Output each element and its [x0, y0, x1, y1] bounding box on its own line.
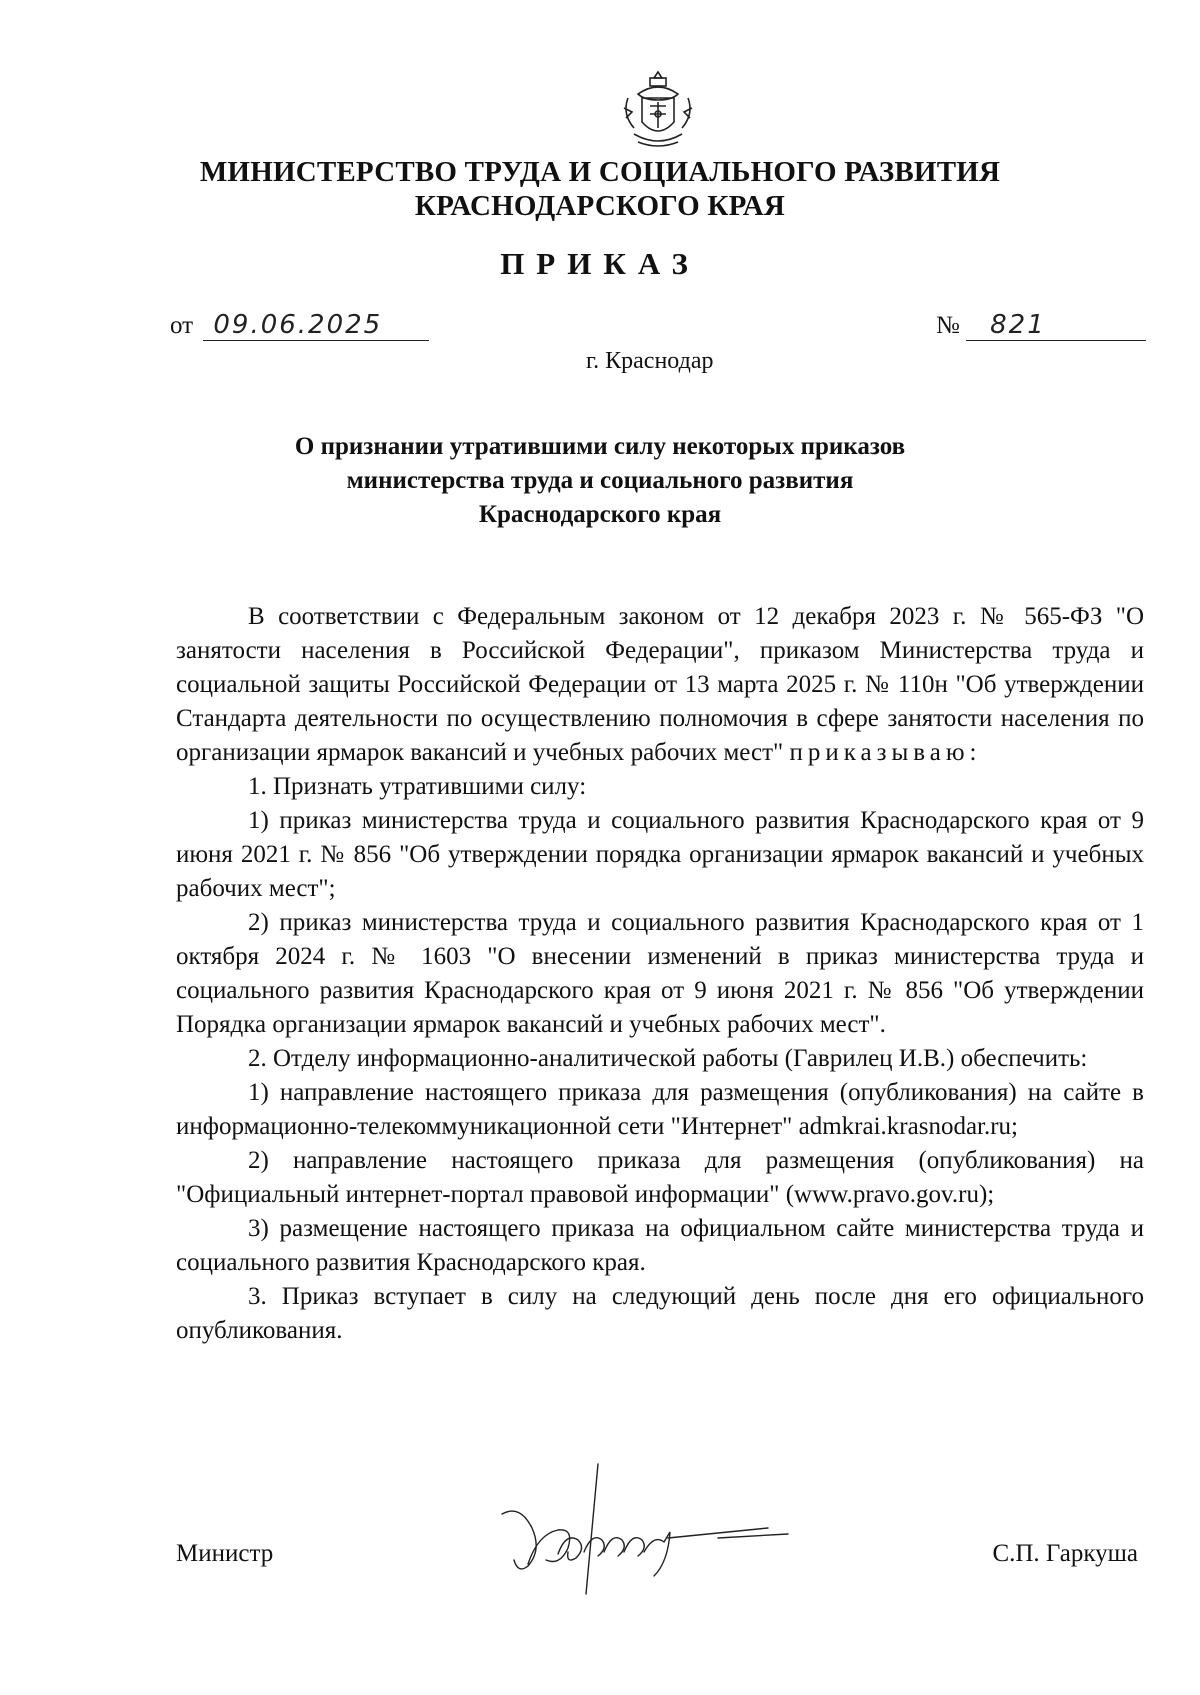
coat-of-arms-emblem — [616, 68, 700, 154]
date-field — [170, 310, 429, 341]
ministry-name-line2: КРАСНОДАРСКОГО КРАЯ — [414, 190, 786, 222]
document-title — [0, 430, 1200, 532]
date-value: 09.06.2025 — [203, 310, 429, 341]
paragraph-item1: 1. Признать утратившими силу: — [248, 773, 587, 800]
ministry-name-line1: МИНИСТЕРСТВО ТРУДА И СОЦИАЛЬНОГО РАЗВИТИЯ — [199, 156, 1001, 188]
document-body — [176, 600, 1144, 1348]
city: г. Краснодар — [586, 348, 714, 374]
paragraph-item2-1: 1) направление настоящего приказа для размещения (опубликования) на сайте в информационно-телекоммуникационной сети "Интернет" admkrai.krasnodar.ru; — [176, 1079, 1144, 1140]
number-field — [936, 310, 1146, 341]
paragraph-item2-3: 3) размещение настоящего приказа на официальном сайте министерства труда и социального развития Краснодарского края. — [176, 1215, 1144, 1276]
paragraph-item1-1: 1) приказ министерства труда и социального развития Краснодарского края от 9 июня 2021 г. № 856 "Об утверждении порядка организации ярмарок вакансий и учебных рабочих мест"; — [176, 807, 1144, 902]
number-value: 821 — [966, 310, 1146, 341]
signatory-name: С.П. Гаркуша — [992, 1540, 1138, 1567]
signature-block — [176, 1510, 1144, 1620]
preamble-verb: приказываю: — [789, 739, 982, 766]
number-prefix: № — [936, 312, 960, 339]
paragraph-item3: 3. Приказ вступает в силу на следующий день после дня его официального опубликования. — [176, 1283, 1144, 1344]
paragraph-item1-2: 2) приказ министерства труда и социального развития Краснодарского края от 1 октября 2024 г. № 1603 "О внесении изменений в приказ министерства труда и социального развития Краснодарского края от 9 июня 2021 г. № 856 "Об утверждении Порядка организации ярмарок вакансий и учебных рабочих мест". — [176, 909, 1144, 1038]
title-line1: О признании утратившими силу некоторых приказов — [294, 433, 906, 460]
title-line3: Краснодарского края — [478, 501, 722, 528]
preamble-paragraph — [176, 600, 1144, 770]
preamble-text: В соответствии с Федеральным законом от 12 декабря 2023 г. № 565-ФЗ "О занятости населения в Российской Федерации", приказом Министерства труда и социальной защиты Российской Федерации от 13 марта 2025 г. № 110н "Об утверждении Стандарта деятельности по осуществлению полномочия в сфере занятости населения по организации ярмарок вакансий и учебных рабочих мест" — [176, 603, 1144, 766]
signatory-title: Министр — [176, 1540, 274, 1567]
paragraph-item2: 2. Отделу информационно-аналитической работы (Гаврилец И.В.) обеспечить: — [248, 1045, 1088, 1072]
paragraph-item2-2: 2) направление настоящего приказа для размещения (опубликования) на "Официальный интернет-портал правовой информации" (www.pravo.gov.ru); — [176, 1147, 1144, 1208]
date-prefix: от — [170, 312, 194, 339]
handwritten-signature — [488, 1454, 818, 1604]
document-type: ПРИКАЗ — [500, 246, 700, 281]
title-line2: министерства труда и социального развития — [346, 467, 854, 494]
